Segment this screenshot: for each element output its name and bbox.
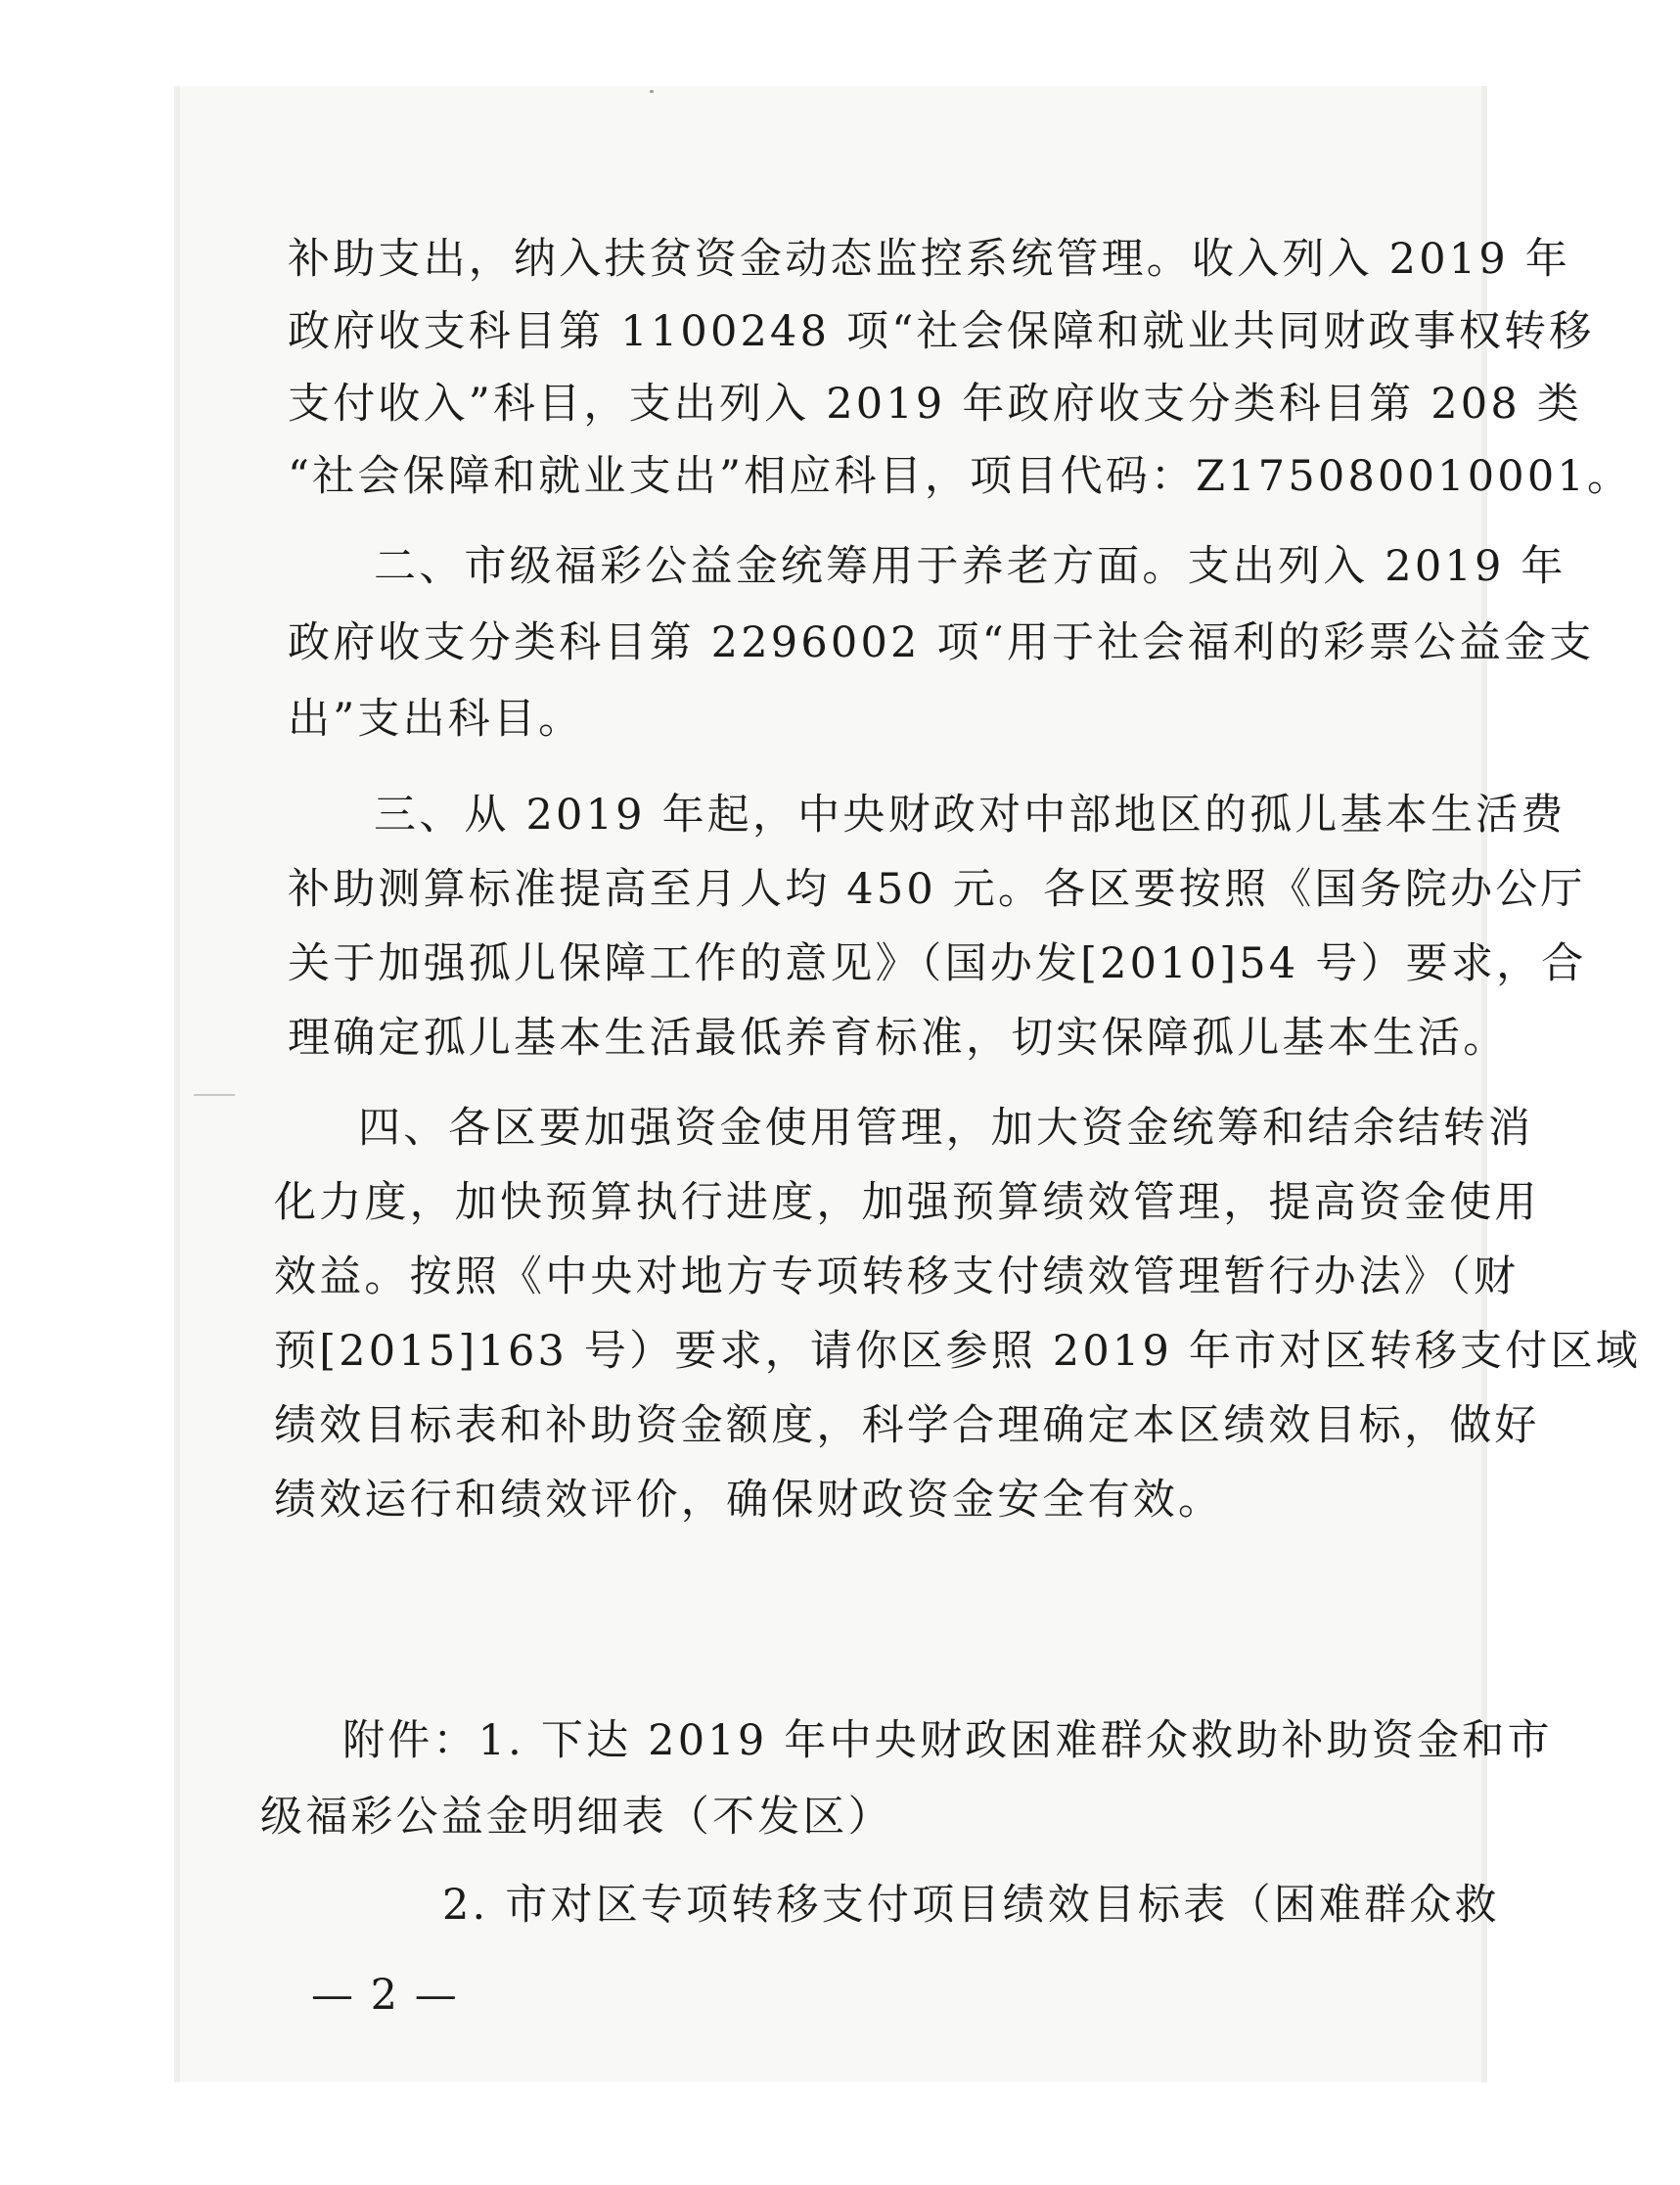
section-three-line-2: 补助测算标准提高至月人均 450 元。各区要按照《国务院办公厅 bbox=[288, 865, 1586, 914]
section-four-line-6: 绩效运行和绩效评价，确保财政资金安全有效。 bbox=[274, 1476, 1224, 1525]
attachment-line-1: 附件：1. 下达 2019 年中央财政困难群众救助补助资金和市 bbox=[342, 1716, 1553, 1765]
body-line-1: 补助支出，纳入扶贫资金动态监控系统管理。收入列入 2019 年 bbox=[288, 235, 1570, 284]
section-three-line-4: 理确定孤儿基本生活最低养育标准，切实保障孤儿基本生活。 bbox=[288, 1014, 1509, 1063]
section-four-line-5: 绩效目标表和补助资金额度，科学合理确定本区绩效目标，做好 bbox=[274, 1401, 1540, 1450]
section-four-line-1: 四、各区要加强资金使用管理，加大资金统筹和结余结转消 bbox=[358, 1104, 1534, 1153]
body-line-4: “社会保障和就业支出”相应科目，项目代码：Z175080010001。 bbox=[288, 452, 1633, 501]
section-two-line-2: 政府收支分类科目第 2296002 项“用于社会福利的彩票公益金支 bbox=[288, 618, 1595, 667]
attachment-line-3: 2. 市对区专项转移支付项目绩效目标表（困难群众救 bbox=[442, 1881, 1500, 1930]
section-three-line-3: 关于加强孤儿保障工作的意见》（国办发[2010]54 号）要求，合 bbox=[288, 939, 1587, 988]
section-four-line-2: 化力度，加快预算执行进度，加强预算绩效管理，提高资金使用 bbox=[274, 1178, 1540, 1227]
section-four-line-4: 预[2015]163 号）要求，请你区参照 2019 年市对区转移支付区域 bbox=[274, 1327, 1641, 1376]
section-four-line-3: 效益。按照《中央对地方专项转移支付绩效管理暂行办法》（财 bbox=[274, 1252, 1520, 1301]
page-number: — 2 — bbox=[311, 1971, 459, 2020]
scan-shadow-left bbox=[174, 86, 180, 2082]
section-three-line-1: 三、从 2019 年起，中央财政对中部地区的孤儿基本生活费 bbox=[374, 791, 1566, 840]
attachment-line-2: 级福彩公益金明细表（不发区） bbox=[260, 1793, 893, 1842]
body-line-3: 支付收入”科目，支出列入 2019 年政府收支分类科目第 208 类 bbox=[288, 380, 1582, 429]
body-line-2: 政府收支科目第 1100248 项“社会保障和就业共同财政事权转移 bbox=[288, 307, 1595, 356]
section-two-line-1: 二、市级福彩公益金统筹用于养老方面。支出列入 2019 年 bbox=[374, 542, 1566, 591]
section-two-line-3: 出”支出科目。 bbox=[288, 695, 584, 744]
binding-mark bbox=[194, 1094, 235, 1096]
scan-speck bbox=[650, 90, 654, 93]
